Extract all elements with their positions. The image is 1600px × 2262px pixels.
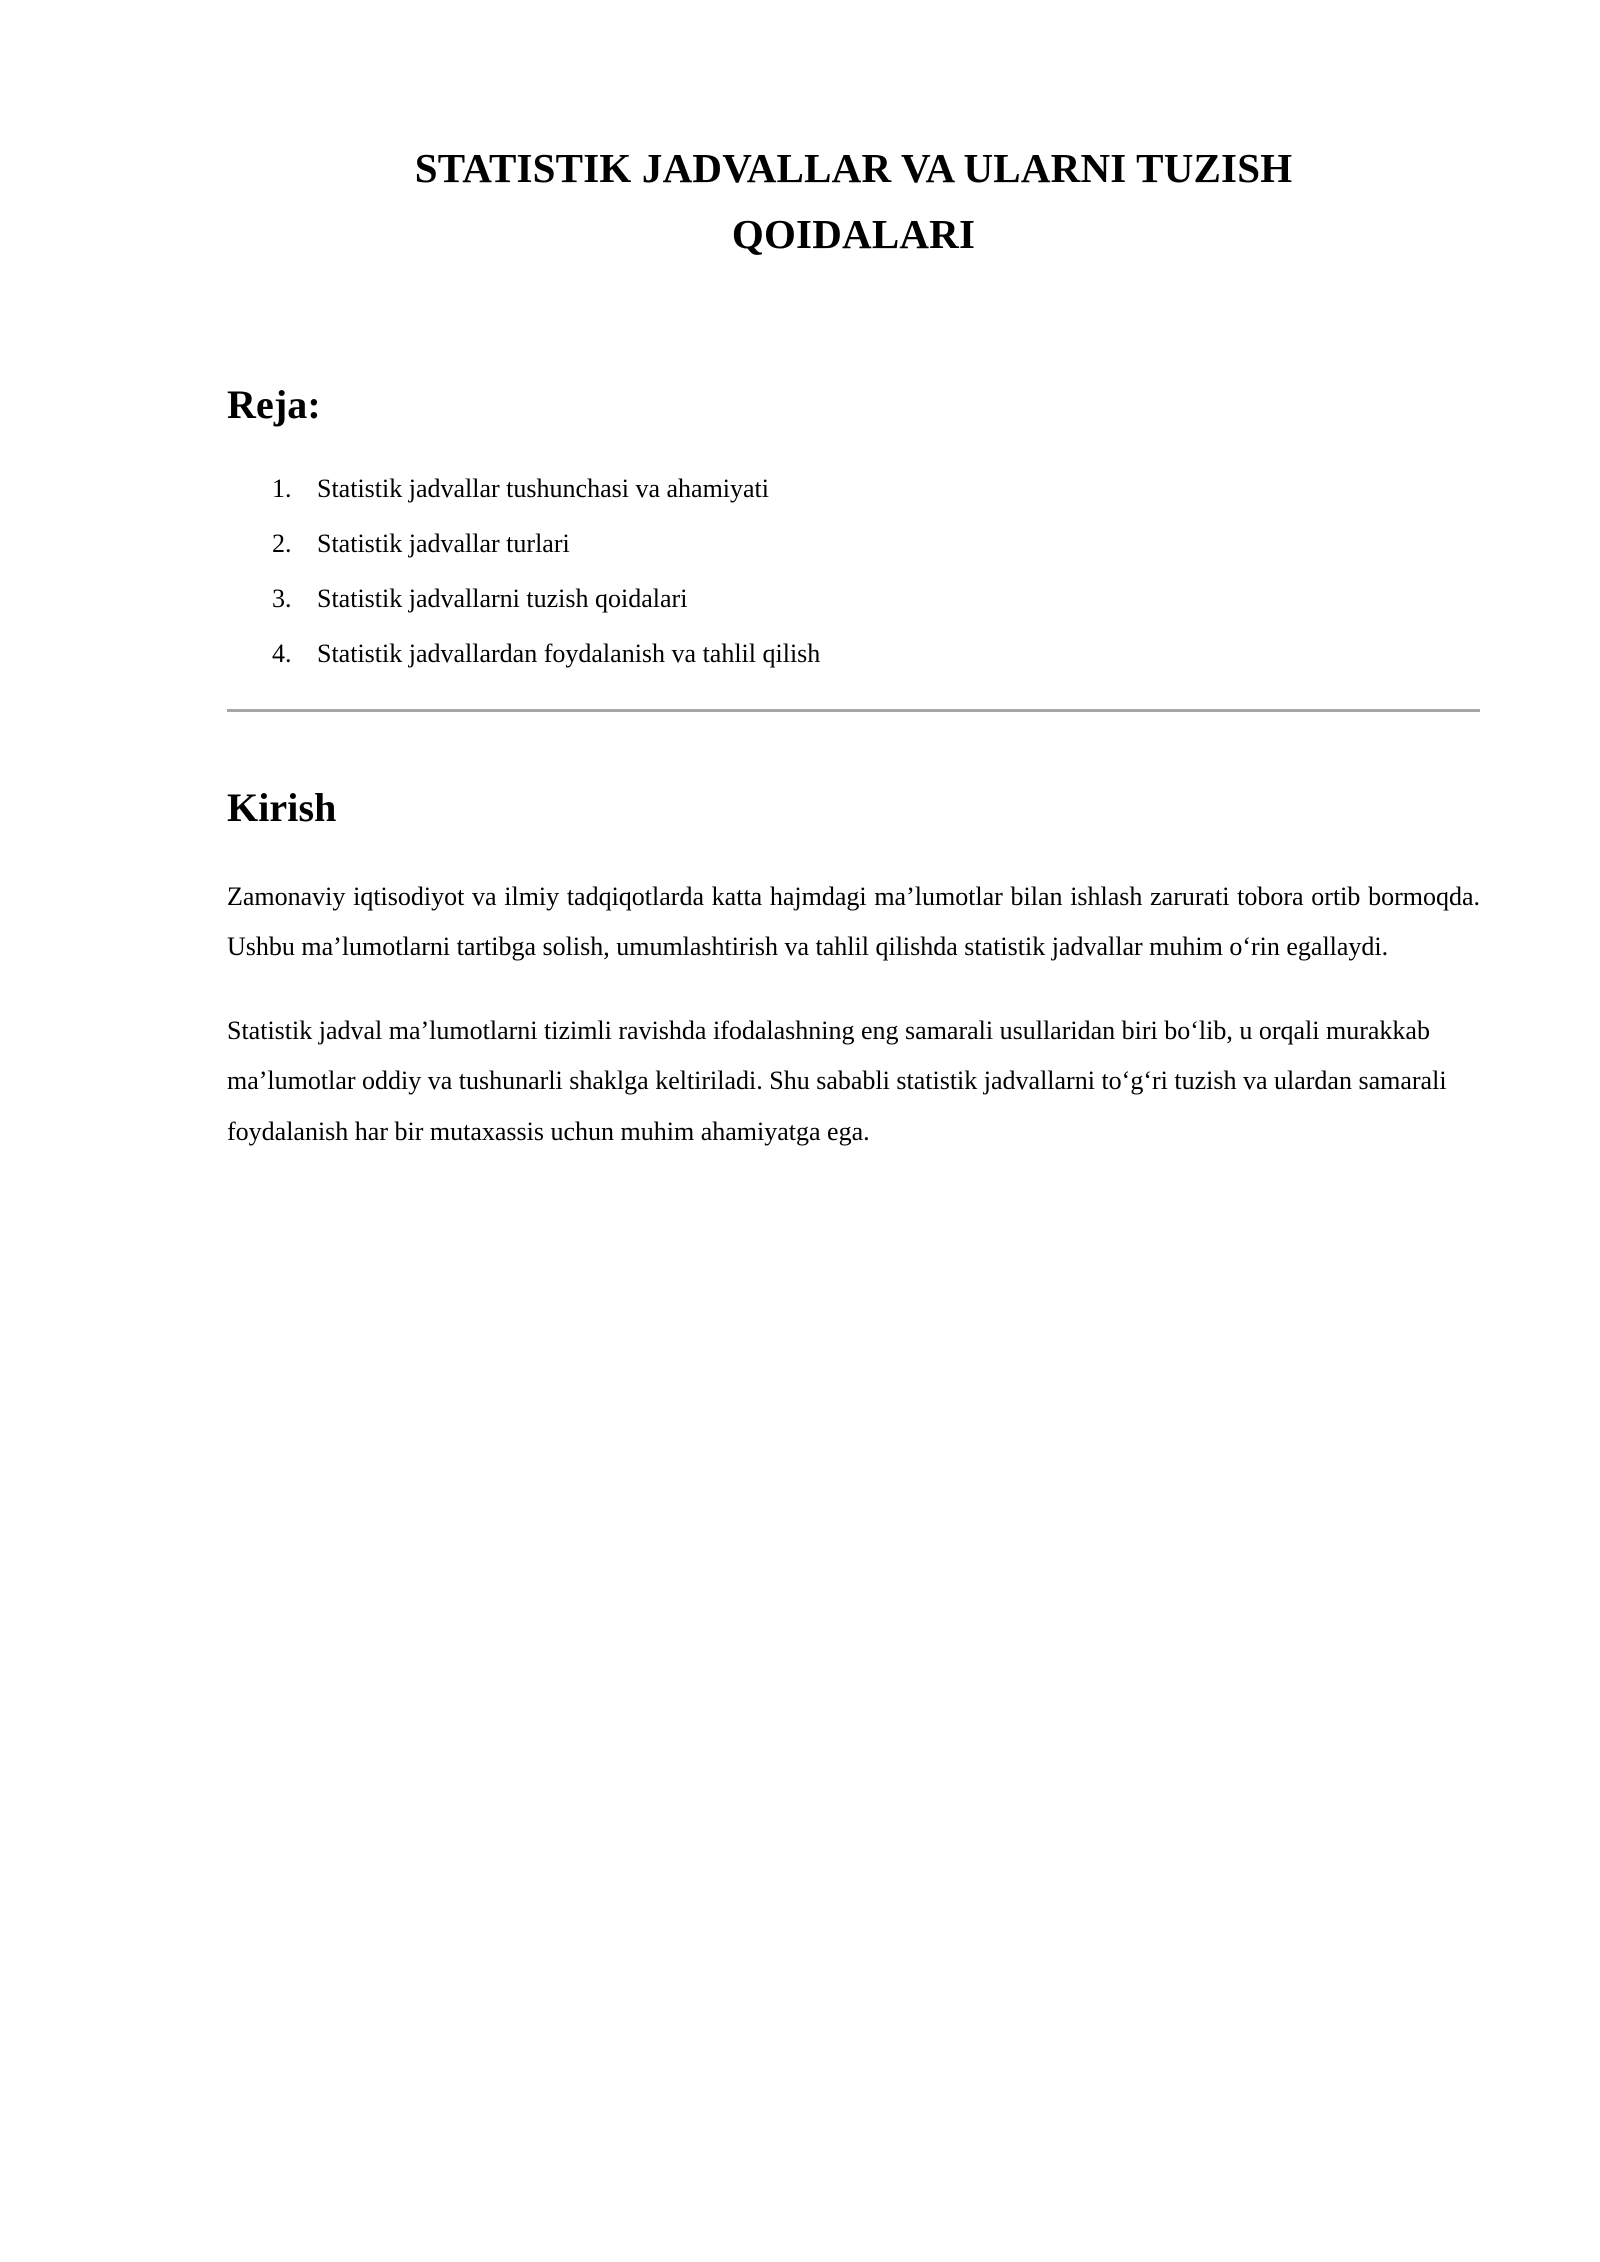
list-item: Statistik jadvallar turlari bbox=[317, 528, 570, 558]
document-content bbox=[227, 0, 1480, 1157]
intro-paragraph-1: Zamonaviy iqtisodiyot va ilmiy tadqiqotlarda katta hajmdagi ma’lumotlar bilan ishlash zarurati tobora ortib bormoqda. Ushbu ma’lumotlarni tartibga solish, umumlashtirish va tahlil qilishda statistik jadvallar muhim o‘rin egallaydi. bbox=[227, 881, 1480, 961]
title-line-1: STATISTIK JADVALLAR VA ULARNI TUZISH bbox=[414, 145, 1293, 191]
intro-paragraph-2: Statistik jadval ma’lumotlarni tizimli ravishda ifodalashning eng samarali usullaridan biri bo‘lib, u orqali murakkab ma’lumotlar oddiy va tushunarli shaklga keltiriladi. Shu sababli statistik jadvallarni to‘g‘ri tuzish va ulardan samarali foydalanish har bir mutaxassis uchun muhim ahamiyatga ega. bbox=[227, 1016, 1447, 1146]
plan-list bbox=[227, 429, 1480, 667]
title-line-2: QOIDALARI bbox=[731, 211, 976, 258]
intro-heading: Kirish bbox=[227, 784, 337, 830]
plan-heading: Reja: bbox=[227, 381, 321, 427]
list-item: Statistik jadvallarni tuzish qoidalari bbox=[317, 583, 688, 613]
list-item: Statistik jadvallar tushunchasi va ahamiyati bbox=[317, 473, 770, 503]
list-item: Statistik jadvallardan foydalanish va tahlil qilish bbox=[317, 638, 821, 668]
page-title bbox=[227, 0, 1480, 268]
